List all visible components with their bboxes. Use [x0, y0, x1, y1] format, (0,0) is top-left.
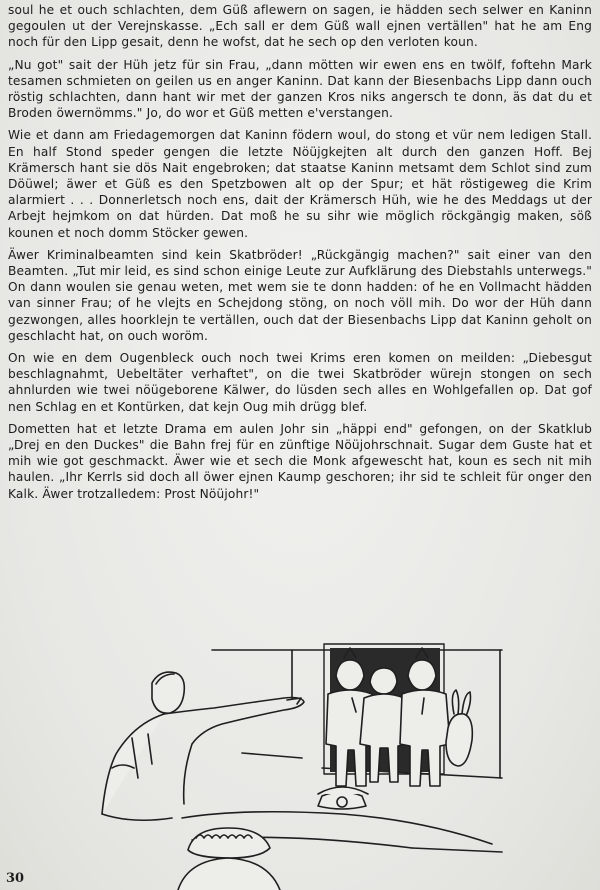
- page-number: 30: [6, 871, 25, 886]
- paragraph: soul he et ouch schlachten, dem Güß aflewern on sagen, ie hädden sech selwer en Kaninn gegoulen ut der Verejnskasse. „Ech sall er dem Güß wall ejnen vertällen" hat he am Eng noch für den Lipp gesait, denn he wofst, dat he sech op den verloten koun.: [8, 3, 592, 50]
- paragraph: Äwer Kriminalbeamten sind kein Skatbröder! „Rückgängig machen?" sait einer van den Beamten. „Tut mir leid, es sind schon einige Leute zur Aufklärung des Diebstahls unterwegs." On dann woulen sie genau weten, met wem sie te donn hadden: of he en Vollmacht hädden van sinner Frau; of he vlejts en Schejdong stöng, on noch völl mih. Do wor der Hüh dann gezwongen, alles hoorklejn te vertällen, ouch dat der Biesenbachs Lipp dat Kaninn geholt on geschlacht hat, on ouch woröm.: [8, 247, 592, 343]
- paragraph: Wie et dann am Friedagemorgen dat Kaninn födern woul, do stong et vür nem ledigen Stall. En half Stond speder gengen die letzte Nöüjgkejten alt durch den ganzen Hoff. Bej Krämersch hant sie dös Nait engebroken; dat staatse Kaninn metsamt dem Schlot sind zum Döüwel; äwer et Güß es den Spetzbowen alt op der Spur; et hät röstigeweg die Krim alarmiert . . . Donnerletsch noch ens, dait der Krämersch Hüh, wie he des Meddags ut der Arbejt hejmkom on dat hürden. Dat moß he su sihr wie möglich röckgängig maken, söß kounen et noch domm Stöcker gewen.: [8, 128, 592, 240]
- telephone: [318, 787, 368, 809]
- rabbit: [446, 690, 472, 766]
- article-text: [8, 2, 592, 508]
- pointing-man: [102, 672, 304, 820]
- paragraph: On wie en dem Ougenbleck ouch noch twei Krims eren komen on meilden: „Diebesgut beschlagnahmt, Uebeltäter verhaftet", on die twei Skatbröder würejn stongen on sech ahnlurden wie twei nöügeborene Kälwer, do lüsden sech alles en Wohlgefallen op. Dat gof nen Schlag en et Kontürken, dat kejn Oug mih drügg blef.: [8, 351, 592, 414]
- paragraph: „Nu got" sait der Hüh jetz für sin Frau, „dann mötten wir ewen ens en twölf, foftehn Mark tesamen schmieten on geilen us en anger Kaninn. Dat kann der Biesenbachs Lipp dann ouch röstig schlachten, dann hant wir met der ganzen Kros niks angersch te donn, äs dat du et Broden öwernömms." Jo, do wor et Güß metten e'verstangen.: [8, 57, 592, 121]
- cartoon-illustration-icon: [92, 618, 512, 890]
- paragraph: Dometten hat et letzte Drama em aulen Johr sin „häppi end" gefongen, on der Skatklub „Drej en den Duckes" die Bahn frej für en zünftige Nöüjohrschnait. Sugar dem Guste hat et mih wie got geschmackt. Äwer wie et sech die Monk afgewescht hat, koun es sech nit mih haulen. „Ihr Kerrls sid doch all öwer ejnen Kaump geschoren; ihr sid te schleit für onger den Kalk. Äwer trotzalledem: Prost Nöüjohr!": [8, 421, 592, 501]
